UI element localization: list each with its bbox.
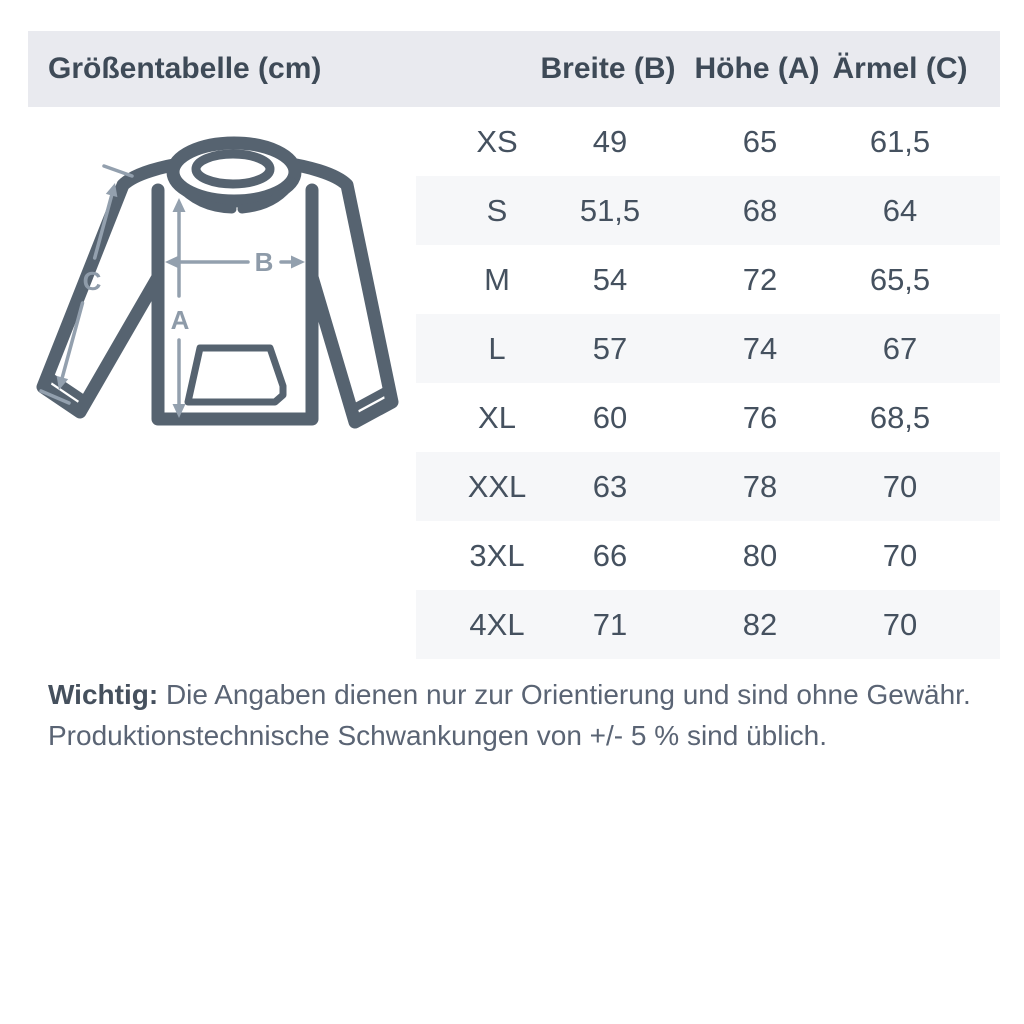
aermel-value: 70: [882, 607, 918, 642]
measure-c-tick-top: [104, 166, 132, 176]
size-label: 4XL: [469, 607, 525, 642]
arrowhead-c-top: [106, 183, 118, 197]
hoehe-value: 82: [742, 607, 778, 642]
column-header-breite: Breite (B): [540, 52, 676, 85]
column-header-hoehe: Höhe (A): [694, 52, 820, 85]
aermel-value: 67: [882, 331, 918, 366]
column-header-aermel: Ärmel (C): [832, 52, 968, 85]
breite-value: 51,5: [579, 193, 641, 228]
hoehe-value: 76: [742, 400, 778, 435]
measure-label-a: A: [170, 305, 190, 335]
table-row-xxl: [416, 452, 1000, 521]
aermel-value: 65,5: [869, 262, 931, 297]
disclaimer-line-2: Produktionstechnische Schwankungen von +/- 5 % sind üblich.: [48, 720, 828, 751]
breite-value: 54: [592, 262, 628, 297]
measure-label-c: C: [82, 266, 102, 296]
size-label: S: [486, 193, 508, 228]
disclaimer-note: [48, 674, 988, 756]
table-header-bar: [28, 31, 1000, 107]
size-label: XXL: [467, 469, 527, 504]
breite-value: 71: [592, 607, 628, 642]
hoodie-measure-diagram: [30, 118, 430, 468]
aermel-value: 70: [882, 469, 918, 504]
size-label: XL: [478, 400, 516, 435]
page-title: Größentabelle (cm): [48, 52, 322, 85]
disclaimer-text-1: Die Angaben dienen nur zur Orientierung und sind ohne Gewähr.: [165, 679, 971, 710]
table-row-4xl: [416, 590, 1000, 659]
hoehe-value: 68: [742, 193, 778, 228]
aermel-value: 68,5: [869, 400, 931, 435]
size-table-rows: [416, 107, 1000, 659]
size-label: 3XL: [469, 538, 525, 573]
hoehe-value: 65: [742, 124, 778, 159]
disclaimer-label: Wichtig:: [48, 679, 159, 710]
hoodie-pocket: [188, 348, 283, 402]
hoehe-value: 74: [742, 331, 778, 366]
measure-label-b: B: [254, 247, 274, 277]
table-row-l: [416, 314, 1000, 383]
aermel-value: 61,5: [869, 124, 931, 159]
aermel-value: 64: [882, 193, 918, 228]
hoodie-hood-inner: [196, 154, 270, 184]
disclaimer-line-1: [48, 674, 988, 715]
table-row-s: [416, 176, 1000, 245]
breite-value: 60: [592, 400, 628, 435]
hoehe-value: 80: [742, 538, 778, 573]
table-row-xs: [416, 107, 1000, 176]
breite-value: 49: [592, 124, 628, 159]
breite-value: 57: [592, 331, 628, 366]
aermel-value: 70: [882, 538, 918, 573]
table-row-m: [416, 245, 1000, 314]
breite-value: 63: [592, 469, 628, 504]
hoehe-value: 78: [742, 469, 778, 504]
table-row-3xl: [416, 521, 1000, 590]
size-label: L: [488, 331, 506, 366]
hoehe-value: 72: [742, 262, 778, 297]
table-row-xl: [416, 383, 1000, 452]
breite-value: 66: [592, 538, 628, 573]
size-label: XS: [476, 124, 518, 159]
size-label: M: [484, 262, 510, 297]
